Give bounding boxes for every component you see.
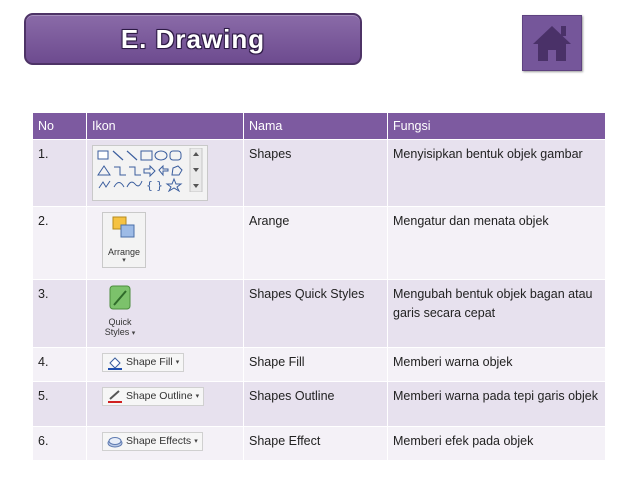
table-header-row — [33, 113, 606, 140]
header-nama: Nama — [244, 113, 388, 140]
row-nama: Shape Fill — [244, 348, 388, 382]
table-row — [33, 348, 606, 382]
row-fungsi: Memberi warna objek — [388, 348, 606, 382]
quick-styles-label-2: Styles — [104, 327, 130, 337]
row-fungsi: Memberi efek pada objek — [388, 426, 606, 460]
table-row — [33, 140, 606, 207]
row-fungsi: Memberi warna pada tepi garis objek — [388, 381, 606, 426]
quick-styles-label-1: Quick — [108, 317, 132, 327]
row-icon-cell — [87, 207, 244, 280]
shape-fill-label: Shape Fill — [126, 356, 173, 368]
shape-fill-icon: Shape Fill ▾ — [102, 353, 184, 372]
row-nama: Shapes Outline — [244, 381, 388, 426]
header-fungsi: Fungsi — [388, 113, 606, 140]
shape-effects-icon: Shape Effects ▾ — [102, 432, 203, 451]
header-ikon: Ikon — [87, 113, 244, 140]
table-row — [33, 207, 606, 280]
table-row — [33, 381, 606, 426]
table-row — [33, 426, 606, 460]
row-no: 5. — [33, 381, 87, 426]
row-fungsi: Mengatur dan menata objek — [388, 207, 606, 280]
row-nama: Shape Effect — [244, 426, 388, 460]
title-banner — [24, 13, 362, 65]
row-fungsi: Mengubah bentuk objek bagan atau garis secara cepat — [388, 280, 606, 348]
row-icon-cell — [87, 426, 244, 460]
row-no: 6. — [33, 426, 87, 460]
row-no: 2. — [33, 207, 87, 280]
row-no: 4. — [33, 348, 87, 382]
row-icon-cell — [87, 140, 244, 207]
row-nama: Shapes — [244, 140, 388, 207]
svg-text:}: } — [156, 179, 163, 192]
table-row — [33, 280, 606, 348]
arrange-icon-label: Arrange — [107, 247, 141, 257]
header-no: No — [33, 113, 87, 140]
home-icon — [523, 16, 581, 70]
row-icon-cell — [87, 381, 244, 426]
shape-outline-label: Shape Outline — [126, 389, 193, 402]
shape-effects-label: Shape Effects — [126, 434, 192, 447]
row-nama: Shapes Quick Styles — [244, 280, 388, 348]
row-icon-cell — [87, 280, 244, 348]
quick-styles-icon: Quick Styles ▾ — [100, 285, 140, 339]
shape-outline-icon: Shape Outline ▾ — [102, 387, 204, 406]
row-fungsi: Menyisipkan bentuk objek gambar — [388, 140, 606, 207]
row-no: 1. — [33, 140, 87, 207]
svg-text:{: { — [146, 179, 153, 192]
row-icon-cell — [87, 348, 244, 382]
page-title: E. Drawing — [120, 23, 266, 54]
arrange-icon: Arrange ▾ — [102, 212, 146, 268]
drawing-table — [32, 112, 606, 461]
row-nama: Arange — [244, 207, 388, 280]
home-button[interactable] — [522, 15, 582, 71]
shapes-gallery-icon — [92, 145, 208, 201]
row-no: 3. — [33, 280, 87, 348]
